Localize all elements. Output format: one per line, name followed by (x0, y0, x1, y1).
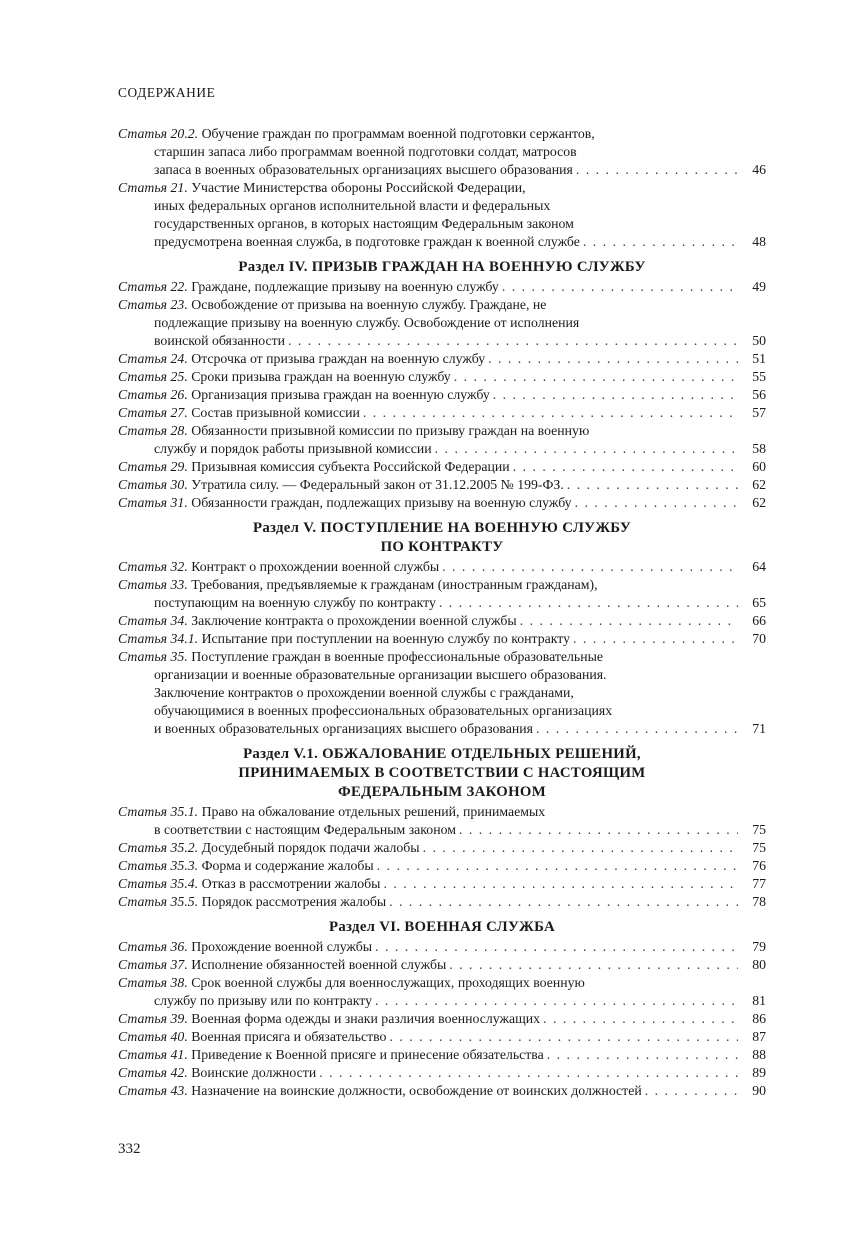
toc-entry (118, 404, 766, 422)
section-title-line: ФЕДЕРАЛЬНЫМ ЗАКОНОМ (337, 784, 547, 800)
article-label: Статья 35.3. (118, 858, 199, 873)
article-label: Статья 25. (118, 369, 188, 384)
article-title-text: Приведение к Военной присяге и принесение обязательства (191, 1047, 544, 1062)
page-number-ref: 80 (752, 957, 766, 972)
toc-entry-line (118, 992, 766, 1010)
article-title-text: Срок военной службы для военнослужащих, проходящих военную (191, 975, 585, 990)
toc-entry (118, 458, 766, 476)
article-title-text: Отказ в рассмотрении жалобы (201, 876, 381, 891)
article-title-text: Испытание при поступлении на военную службу по контракту (201, 631, 571, 646)
toc-entry (118, 1028, 766, 1046)
article-title-text: Военная форма одежды и знаки различия военнослужащих (191, 1011, 541, 1026)
dot-leader (573, 161, 738, 179)
page-number-ref: 79 (752, 939, 766, 954)
dot-leader (510, 458, 738, 476)
page-number-ref: 62 (752, 477, 766, 492)
page-number-ref: 66 (752, 613, 766, 628)
toc-entry-line (118, 296, 766, 314)
toc-entry-line (118, 839, 766, 857)
dot-leader (386, 893, 738, 911)
article-label: Статья 23. (118, 297, 188, 312)
dot-leader (456, 821, 738, 839)
toc-entry-line (118, 803, 766, 821)
article-label: Статья 33. (118, 577, 188, 592)
toc-entry (118, 803, 766, 839)
toc-entry-line (118, 666, 766, 684)
toc-entry (118, 494, 766, 512)
page-number-ref: 50 (752, 333, 766, 348)
page-number-ref: 75 (752, 822, 766, 837)
toc-entry-line (118, 476, 766, 494)
article-title-text: Военная присяга и обязательство (191, 1029, 387, 1044)
dot-leader (580, 233, 738, 251)
toc-entry (118, 368, 766, 386)
article-title-text: обучающимися в военных профессиональных образовательных организациях (154, 703, 613, 718)
page-number-ref: 46 (752, 162, 766, 177)
article-title-text: Утратила силу. — Федеральный закон от 31.12.2005 № 199-ФЗ. (191, 477, 564, 492)
dot-leader (386, 1028, 738, 1046)
page-number-ref: 58 (752, 441, 766, 456)
toc-entry (118, 278, 766, 296)
toc-entry-line (118, 386, 766, 404)
article-label: Статья 27. (118, 405, 188, 420)
article-title-text: службу по призыву или по контракту (154, 993, 373, 1008)
toc-entry (118, 350, 766, 368)
article-label: Статья 34.1. (118, 631, 199, 646)
toc-entry-line (118, 1064, 766, 1082)
toc-entry (118, 1064, 766, 1082)
toc-entry-line (118, 314, 766, 332)
page-number-ref: 70 (752, 631, 766, 646)
toc-entry-line (118, 684, 766, 702)
toc-entry (118, 422, 766, 458)
article-title-text: Обязанности граждан, подлежащих призыву на военную службу (191, 495, 572, 510)
page-number-ref: 65 (752, 595, 766, 610)
section-title (118, 519, 766, 557)
page-number-ref: 77 (752, 876, 766, 891)
article-label: Статья 42. (118, 1065, 188, 1080)
page-number-ref: 90 (752, 1083, 766, 1098)
toc-entry-line (118, 974, 766, 992)
dot-leader (374, 857, 738, 875)
toc-entry-line (118, 558, 766, 576)
article-title-text: запаса в военных образовательных организациях высшего образования (154, 162, 573, 177)
toc-entry (118, 612, 766, 630)
page-number-ref: 60 (752, 459, 766, 474)
toc-entry (118, 476, 766, 494)
article-label: Статья 34. (118, 613, 188, 628)
toc-entry (118, 558, 766, 576)
article-title-text: Граждане, подлежащие призыву на военную службу (191, 279, 499, 294)
dot-leader (540, 1010, 738, 1028)
article-label: Статья 37. (118, 957, 188, 972)
dot-leader (420, 839, 738, 857)
toc-entry-line (118, 1028, 766, 1046)
dot-leader (485, 350, 738, 368)
article-title-text: Обязанности призывной комиссии по призыву граждан на военную (191, 423, 590, 438)
article-title-text: Порядок рассмотрения жалобы (201, 894, 387, 909)
article-label: Статья 26. (118, 387, 188, 402)
section-title-line: Раздел IV. ПРИЗЫВ ГРАЖДАН НА ВОЕННУЮ СЛУЖБУ (238, 259, 646, 275)
toc-entry (118, 1046, 766, 1064)
page-number-ref: 87 (752, 1029, 766, 1044)
article-label: Статья 32. (118, 559, 188, 574)
article-title-text: Сроки призыва граждан на военную службу (191, 369, 451, 384)
toc-entry-line (118, 161, 766, 179)
page-number-ref: 56 (752, 387, 766, 402)
page-number-ref: 86 (752, 1011, 766, 1026)
article-label: Статья 43. (118, 1083, 188, 1098)
page-number-ref: 81 (752, 993, 766, 1008)
article-label: Статья 39. (118, 1011, 188, 1026)
article-title-text: Прохождение военной службы (191, 939, 373, 954)
article-label: Статья 30. (118, 477, 188, 492)
section-title (118, 918, 766, 937)
toc-entry (118, 648, 766, 738)
article-label: Статья 38. (118, 975, 188, 990)
page-number-ref: 76 (752, 858, 766, 873)
dot-leader (517, 612, 738, 630)
article-title-text: в соответствии с настоящим Федеральным законом (154, 822, 456, 837)
article-title-text: Состав призывной комиссии (191, 405, 360, 420)
dot-leader (316, 1064, 738, 1082)
page-number-ref: 48 (752, 234, 766, 249)
section-title (118, 258, 766, 277)
article-title-text: Право на обжалование отдельных решений, принимаемых (201, 804, 546, 819)
article-title-text: подлежащие призыву на военную службу. Освобождение от исполнения (154, 315, 580, 330)
dot-leader (446, 956, 738, 974)
article-label: Статья 35.4. (118, 876, 199, 891)
section-title-line: ПРИНИМАЕМЫХ В СООТВЕТСТВИИ С НАСТОЯЩИМ (238, 765, 646, 781)
article-title-text: Поступление граждан в военные профессиональные образовательные (191, 649, 603, 664)
toc-entry-line (118, 938, 766, 956)
toc-entry (118, 974, 766, 1010)
toc-entry-line (118, 1046, 766, 1064)
toc-entry-line (118, 1082, 766, 1100)
article-title-text: Освобождение от призыва на военную службу. Граждане, не (191, 297, 547, 312)
page-number-ref: 88 (752, 1047, 766, 1062)
toc-entry (118, 630, 766, 648)
toc-entry-line (118, 440, 766, 458)
article-title-text: и военных образовательных организациях высшего образования (154, 721, 533, 736)
dot-leader (499, 278, 738, 296)
dot-leader (451, 368, 738, 386)
toc-entry-line (118, 1010, 766, 1028)
page-number-ref: 71 (752, 721, 766, 736)
toc-entry (118, 857, 766, 875)
toc-entry-line (118, 350, 766, 368)
article-title-text: Призывная комиссия субъекта Российской Федерации (191, 459, 510, 474)
toc-entry-line (118, 422, 766, 440)
dot-leader (372, 992, 738, 1010)
article-label: Статья 31. (118, 495, 188, 510)
article-title-text: Заключение контрактов о прохождении военной службы с гражданами, (154, 685, 574, 700)
article-title-text: поступающим на военную службу по контракту (154, 595, 436, 610)
article-title-text: Досудебный порядок подачи жалобы (201, 840, 420, 855)
toc-entry-line (118, 612, 766, 630)
dot-leader (572, 494, 738, 512)
article-title-text: службу и порядок работы призывной комиссии (154, 441, 432, 456)
page-number: 332 (118, 1141, 141, 1157)
toc-entry-line (118, 215, 766, 233)
toc-entry-line (118, 458, 766, 476)
table-of-contents (118, 125, 766, 1100)
toc-entry-line (118, 821, 766, 839)
article-title-text: Организация призыва граждан на военную службу (191, 387, 490, 402)
toc-entry-line (118, 125, 766, 143)
dot-leader (380, 875, 738, 893)
toc-entry (118, 179, 766, 251)
page-number-ref: 75 (752, 840, 766, 855)
dot-leader (360, 404, 738, 422)
dot-leader (564, 476, 738, 494)
article-title-text: предусмотрена военная служба, в подготовке граждан к военной службе (154, 234, 580, 249)
toc-entry (118, 576, 766, 612)
article-title-text: Требования, предъявляемые к гражданам (иностранным гражданам), (191, 577, 598, 592)
toc-entry (118, 956, 766, 974)
article-label: Статья 35. (118, 649, 188, 664)
toc-entry-line (118, 956, 766, 974)
toc-entry-line (118, 197, 766, 215)
article-label: Статья 40. (118, 1029, 188, 1044)
toc-entry (118, 1010, 766, 1028)
article-label: Статья 29. (118, 459, 188, 474)
page-number-ref: 55 (752, 369, 766, 384)
dot-leader (439, 558, 738, 576)
article-title-text: Заключение контракта о прохождении военной службы (191, 613, 517, 628)
page-number-ref: 78 (752, 894, 766, 909)
section-title (118, 745, 766, 802)
article-label: Статья 35.2. (118, 840, 199, 855)
toc-entry-line (118, 630, 766, 648)
article-label: Статья 24. (118, 351, 188, 366)
article-title-text: организации и военные образовательные организации высшего образования. (154, 667, 607, 682)
page-number-ref: 64 (752, 559, 766, 574)
toc-entry-line (118, 179, 766, 197)
page (118, 0, 766, 1241)
toc-entry (118, 875, 766, 893)
toc-entry-line (118, 332, 766, 350)
article-label: Статья 36. (118, 939, 188, 954)
dot-leader (544, 1046, 738, 1064)
section-title-line: ПО КОНТРАКТУ (380, 539, 504, 555)
dot-leader (490, 386, 738, 404)
page-number-ref: 57 (752, 405, 766, 420)
article-title-text: Назначение на воинские должности, освобождение от воинских должностей (191, 1083, 642, 1098)
page-number-ref: 62 (752, 495, 766, 510)
toc-entry (118, 386, 766, 404)
toc-entry-line (118, 278, 766, 296)
page-number-ref: 89 (752, 1065, 766, 1080)
article-label: Статья 35.5. (118, 894, 199, 909)
article-title-text: воинской обязанности (154, 333, 285, 348)
article-title-text: Обучение граждан по программам военной подготовки сержантов, (201, 126, 595, 141)
article-label: Статья 20.2. (118, 126, 199, 141)
toc-entry-line (118, 702, 766, 720)
article-title-text: Участие Министерства обороны Российской Федерации, (191, 180, 526, 195)
toc-entry-line (118, 233, 766, 251)
article-label: Статья 35.1. (118, 804, 199, 819)
article-label: Статья 21. (118, 180, 188, 195)
page-number-ref: 51 (752, 351, 766, 366)
toc-entry-line (118, 893, 766, 911)
article-label: Статья 22. (118, 279, 188, 294)
dot-leader (436, 594, 738, 612)
section-title-line: Раздел VI. ВОЕННАЯ СЛУЖБА (329, 919, 555, 935)
toc-entry-line (118, 648, 766, 666)
toc-entry-line (118, 494, 766, 512)
article-title-text: иных федеральных органов исполнительной власти и федеральных (154, 198, 551, 213)
toc-entry-line (118, 143, 766, 161)
article-label: Статья 41. (118, 1047, 188, 1062)
toc-entry (118, 125, 766, 179)
dot-leader (533, 720, 738, 738)
article-label: Статья 28. (118, 423, 188, 438)
toc-entry-line (118, 576, 766, 594)
article-title-text: Отсрочка от призыва граждан на военную службу (191, 351, 486, 366)
toc-entry-line (118, 857, 766, 875)
toc-entry (118, 893, 766, 911)
article-title-text: Контракт о прохождении военной службы (191, 559, 440, 574)
toc-entry-line (118, 594, 766, 612)
toc-entry-line (118, 368, 766, 386)
running-head: СОДЕРЖАНИЕ (118, 85, 216, 100)
toc-entry (118, 296, 766, 350)
toc-entry-line (118, 720, 766, 738)
dot-leader (285, 332, 738, 350)
article-title-text: государственных органов, в которых настоящим Федеральным законом (154, 216, 574, 231)
article-title-text: Форма и содержание жалобы (201, 858, 374, 873)
dot-leader (642, 1082, 738, 1100)
section-title-line: Раздел V. ПОСТУПЛЕНИЕ НА ВОЕННУЮ СЛУЖБУ (253, 520, 631, 536)
toc-entry-line (118, 875, 766, 893)
article-title-text: Воинские должности (191, 1065, 317, 1080)
toc-entry (118, 938, 766, 956)
dot-leader (372, 938, 738, 956)
toc-entry (118, 1082, 766, 1100)
dot-leader (432, 440, 738, 458)
toc-entry (118, 839, 766, 857)
section-title-line: Раздел V.1. ОБЖАЛОВАНИЕ ОТДЕЛЬНЫХ РЕШЕНИЙ, (243, 746, 641, 762)
article-title-text: Исполнение обязанностей военной службы (191, 957, 447, 972)
toc-entry-line (118, 404, 766, 422)
page-number-ref: 49 (752, 279, 766, 294)
article-title-text: старшин запаса либо программам военной подготовки солдат, матросов (154, 144, 577, 159)
dot-leader (570, 630, 738, 648)
